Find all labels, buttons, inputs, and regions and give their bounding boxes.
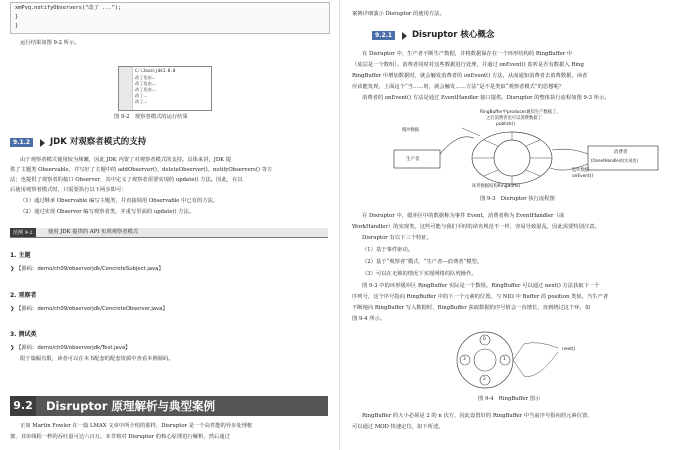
source-link: ❯ 【源码：demo/ch09/observerjdk/ConcreteSubject.java】 <box>10 266 164 272</box>
paragraph-line: 在 Disruptor 中，生产者不断生产数据，并将数据保存在一个环形结构的 RingBuffer 中 <box>362 51 573 57</box>
paragraph-line: 案例详细演示 Disruptor 的使用方法。 <box>352 11 445 17</box>
subheading: 3. 测试类 <box>10 331 37 338</box>
source-path: 【源码：demo/ch09/observerjdk/ConcreteSubject.java】 <box>16 266 164 272</box>
feature-item: （2）基于“观察者”模式、“生产者—消费者”模型。 <box>362 259 483 265</box>
diagram-label-ring: 环形数据结构RingBuffer <box>472 184 521 189</box>
console-line: 改了... <box>135 93 148 98</box>
paragraph-line: 消费者的 onEvent() 方法是通过 EventHandler 接口提供。Disruptor 的整体执行流程如图 9-3 所示。 <box>362 95 610 101</box>
diagram-note: RingBuffer中producer通知生产数据了， <box>480 110 561 115</box>
figure-caption: 图 9-4 RingBuffer 图示 <box>478 396 541 402</box>
paragraph-line: Disruptor 有以下三个特征。 <box>362 235 432 241</box>
right-page <box>339 0 678 450</box>
chapter-section-title: Disruptor 原理解析与典型案例 <box>46 399 215 413</box>
paragraph-line: WorkHandler）的实现类。这些可能与我们平时的命名规范不一样，容易导致混乱，因此需要特别注意。 <box>352 224 600 230</box>
feature-item: （3）可以在无锁的情况下实现网络的队列操作。 <box>362 271 477 277</box>
paragraph-line: 供了主题类 Observable，并写好了主题中的 addObserver()、deleteObserver()、notifyObservers() 等方 <box>10 167 273 173</box>
paragraph-line: 后使用观察者模式时，只需要执行以下两步即可： <box>10 187 127 193</box>
section-arrow-icon <box>40 139 45 147</box>
step-item: （2）通过实现 Observer 编写观察者类，并重写里面的 update() 方法。 <box>20 209 195 215</box>
code-snippet <box>10 2 330 34</box>
chapter-section-bar <box>10 396 328 416</box>
ring-slot-label: 3 <box>463 357 466 362</box>
figure-caption: 图 9-3 Disruptor 执行流程图 <box>480 196 555 202</box>
paragraph-line: 架，其单线程一秒的吞吐量可达六百万。本节将对 Disruptor 的核心原理进行解析，然后通过 <box>10 434 230 440</box>
subheading: 2. 观察者 <box>10 292 37 299</box>
diagram-label-onevent: onEvent() <box>572 174 594 179</box>
console-screenshot <box>118 66 212 111</box>
chapter-section-number: 9.2 <box>10 396 36 416</box>
source-link: ❯ 【源码：demo/ch09/observerjdk/Test.java】 <box>10 345 131 351</box>
paragraph-line: 可以通过 MOD 快速定位，如下所述。 <box>352 424 444 430</box>
ring-slot-label: 0 <box>483 337 486 342</box>
paragraph-line: RingBuffer 中增加数据时，就会触发消费者的 onEvent() 方法，从而通知消费者去消费数据。读者 <box>352 73 588 79</box>
run-result-text: 运行结果如图 9-2 所示。 <box>20 40 80 46</box>
diagram-producer: 生产者 <box>406 157 420 162</box>
ring-slot-label: 2 <box>483 377 486 382</box>
paragraph-line: 不断地向 RingBuffer 写入数据时，RingBuffer 获取数据的序号值会一直增长，直到绕过这个环，如 <box>352 305 591 311</box>
code-line: } <box>15 14 19 20</box>
paragraph-line: 由于观察者模式使用较为频繁，因此 JDK 内置了对观察者模式的支持。具体来讲，JDK 提 <box>20 157 232 163</box>
source-note: 限于篇幅有限，读者可以在本书配套的配套资源中查看本例源码。 <box>20 356 174 362</box>
section-title: JDK 对观察者模式的支持 <box>50 137 147 147</box>
figure-caption: 图 9-2 观察者模式的运行结果 <box>114 114 188 120</box>
diagram-note: 之后消费者也可以消费数据了 <box>486 116 542 121</box>
ringbuffer-diagram <box>440 330 600 390</box>
subheading: 1. 主题 <box>10 252 31 259</box>
code-line: xmPvq.notifyObservers("改了 ..."); <box>15 5 122 11</box>
code-line: } <box>15 23 19 29</box>
paragraph-line: 图 9-4 所示。 <box>352 316 386 322</box>
source-link: ❯ 【源码：demo/ch09/observerjdk/ConcreteObserver.java】 <box>10 306 168 312</box>
section-arrow-icon <box>402 32 407 40</box>
example-badge: 范例 9-2 <box>10 228 36 237</box>
console-path: C:\Java\jdk1.8.0 <box>135 68 176 73</box>
diagram-label-fill: 缓冲数据 <box>402 128 420 133</box>
diagram-label-publish: publish() <box>496 122 515 127</box>
console-line: 改了发布... <box>135 75 156 80</box>
console-line: 改了发布... <box>135 81 156 86</box>
diagram-consumer-impl: (OnevtHandler的实现类) <box>591 158 638 163</box>
diagram-consumer: 消费者 <box>614 150 628 155</box>
example-bar <box>10 228 328 238</box>
paragraph-line: 序列号，这个序号指向 RingBuffer 中的下一个元素的位置。与 NIO 中 Buffer 的 position 类似，当生产者 <box>352 294 609 300</box>
source-path: 【源码：demo/ch09/observerjdk/Test.java】 <box>16 345 131 351</box>
feature-item: （1）基于事件驱动。 <box>362 247 414 253</box>
paragraph-line: 法；也提供了观察者的接口 Observer，其中定义了观察者需要实现的 update() 方法。因此，在以 <box>10 177 243 183</box>
example-title: 使用 JDK 提供的 API 实现观察者模式 <box>48 229 139 235</box>
ring-next-label: next() <box>562 347 576 352</box>
paragraph-line: 正如 Martin Fowler 在一篇 LMAX 文章中所介绍的那样，Disruptor 是一个高性能的异步处理框 <box>20 423 253 429</box>
section-number: 9.2.1 <box>372 31 395 40</box>
paragraph-line: 在 Disruptor 中，缓冲区中的数据称为事件 Event，消费者称为 EventHandler（或 <box>362 213 565 219</box>
ring-slot-label: 1 <box>503 357 506 362</box>
disruptor-flow-diagram <box>392 110 662 190</box>
section-number: 9.1.2 <box>10 138 33 147</box>
step-item: （1）通过继承 Observable 编写主题类，并直接调用 Observable 中已有的方法。 <box>20 198 219 204</box>
paragraph-line: 图 9-3 中的环形缓冲区 RingBuffer 实际是一个数组。RingBuffer 可以通过 next() 方法获取下一个 <box>362 283 600 289</box>
paragraph-line: 应该能发现，上面这个“当……时，就会触发……方法”是不是类似“观察者模式”的思想呢？ <box>352 84 565 90</box>
paragraph-line: RingBuffer 的大小必须是 2 的 n 次方，因此设置好的 RingBuffer 中当前序号指向的元素位置， <box>362 413 593 419</box>
diagram-label-listen: 监听数据 <box>572 168 590 173</box>
console-line: 改了发布... <box>135 87 156 92</box>
source-path: 【源码：demo/ch09/observerjdk/ConcreteObserver.java】 <box>16 306 168 312</box>
section-title: Disruptor 核心概念 <box>412 30 495 40</box>
paragraph-line: （底层是一个数组）。消费者同时对这些数据进行处理，并通过 onEvent() 监听是否有数据入 Ring <box>352 62 584 68</box>
console-line: 改了... <box>135 99 148 104</box>
